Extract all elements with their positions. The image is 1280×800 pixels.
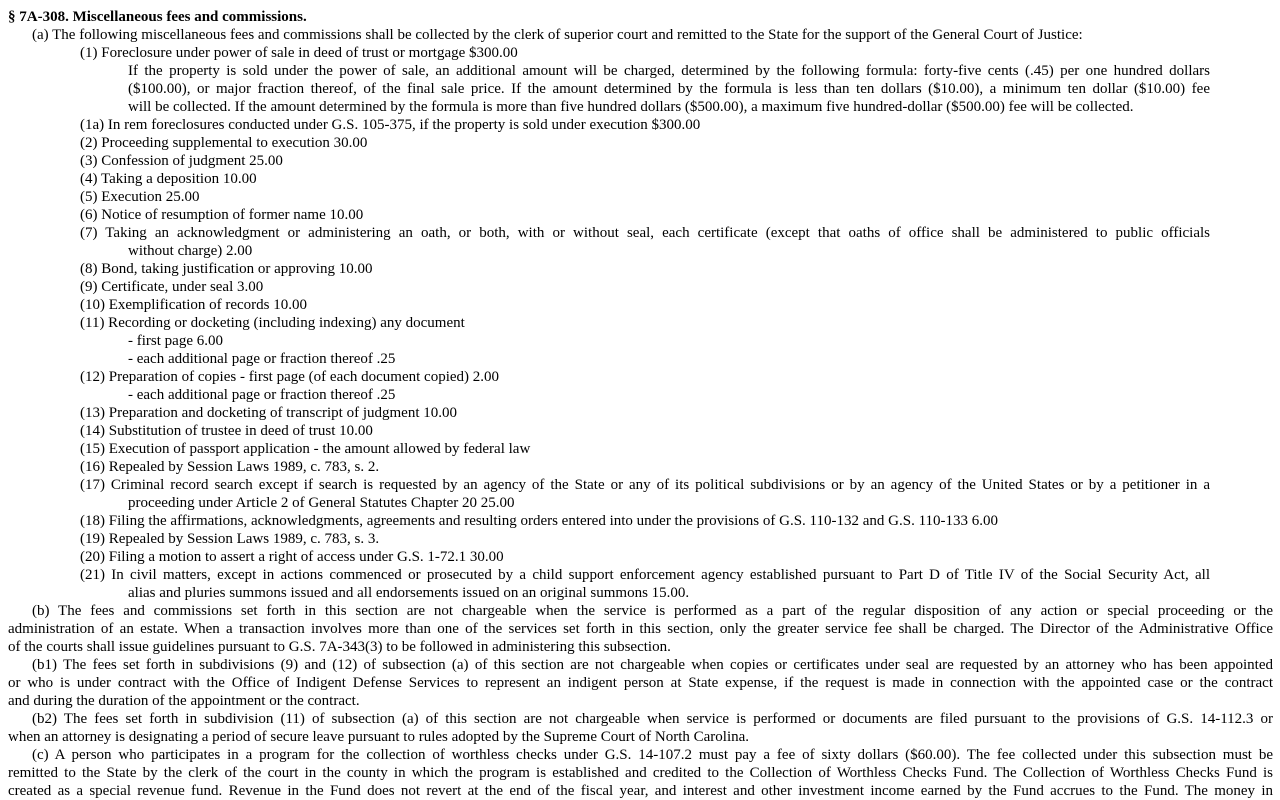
- item-3: (3) Confession of judgment 25.00: [80, 153, 283, 169]
- item-1-note-line: will be collected. If the amount determined by the formula is more than five hundred dollars ($500.00), a maximum five hundred-dollar ($500.00) fee will be collected.: [128, 99, 1134, 115]
- item-17: (17) Criminal record search except if search is requested by an agency of the State or any of its political subdivisions or by an agency of the United States or by a petitioner in a: [80, 477, 1210, 493]
- item-6: (6) Notice of resumption of former name 10.00: [80, 207, 364, 223]
- item-13: (13) Preparation and docketing of transcript of judgment 10.00: [80, 405, 457, 421]
- subsection-c-line: remitted to the State by the clerk of the court in the county in which the program is established and credited to the Collection of Worthless Checks Fund. The Collection of Worthless Checks Fund is: [8, 765, 1273, 781]
- item-15: (15) Execution of passport application - the amount allowed by federal law: [80, 441, 531, 457]
- section-title: § 7A-308. Miscellaneous fees and commissions.: [8, 9, 307, 25]
- subsection-b1-line: (b1) The fees set forth in subdivisions (9) and (12) of subsection (a) of this section are not chargeable when copies or certificates under seal are requested by an attorney who has been appointed: [32, 657, 1273, 673]
- subsection-c-line: (c) A person who participates in a program for the collection of worthless checks under G.S. 14-107.2 must pay a fee of sixty dollars ($60.00). The fee collected under this subsection must be: [32, 747, 1273, 763]
- item-21-continuation: alias and pluries summons issued and all endorsements issued on an original summons 15.00.: [128, 585, 690, 601]
- item-9: (9) Certificate, under seal 3.00: [80, 279, 264, 295]
- item-14: (14) Substitution of trustee in deed of trust 10.00: [80, 423, 373, 439]
- item-17-continuation: proceeding under Article 2 of General Statutes Chapter 20 25.00: [128, 495, 515, 511]
- item-1-note-line: If the property is sold under the power of sale, an additional amount will be charged, determined by the following formula: forty-five cents (.45) per one hundred dollars: [128, 63, 1210, 79]
- item-11: (11) Recording or docketing (including indexing) any document: [80, 315, 465, 331]
- item-7: (7) Taking an acknowledgment or administering an oath, or both, with or without seal, each certificate (except that oaths of office shall be administered to public officials: [80, 225, 1210, 241]
- item-2: (2) Proceeding supplemental to execution 30.00: [80, 135, 368, 151]
- item-1a: (1a) In rem foreclosures conducted under G.S. 105-375, if the property is sold under execution $300.00: [80, 117, 701, 133]
- item-11-additional-page: - each additional page or fraction thereof .25: [128, 351, 396, 367]
- item-1-note-line: ($100.00), or major fraction thereof, of the final sale price. If the amount determined by the formula is less than ten dollars ($10.00), a minimum ten dollar ($10.00) fee: [128, 81, 1210, 97]
- item-4: (4) Taking a deposition 10.00: [80, 171, 257, 187]
- subsection-a-intro: (a) The following miscellaneous fees and commissions shall be collected by the clerk of superior court and remitted to the State for the support of the General Court of Justice:: [32, 27, 1083, 43]
- subsection-b1-line: and during the duration of the appointment or the contract.: [8, 693, 360, 709]
- item-10: (10) Exemplification of records 10.00: [80, 297, 308, 313]
- item-21: (21) In civil matters, except in actions commenced or prosecuted by a child support enforcement agency established pursuant to Part D of Title IV of the Social Security Act, all: [80, 567, 1210, 583]
- item-16: (16) Repealed by Session Laws 1989, c. 783, s. 2.: [80, 459, 380, 475]
- item-12-additional-page: - each additional page or fraction thereof .25: [128, 387, 396, 403]
- subsection-b-line: of the courts shall issue guidelines pursuant to G.S. 7A-343(3) to be followed in administering this subsection.: [8, 639, 671, 655]
- item-12: (12) Preparation of copies - first page (of each document copied) 2.00: [80, 369, 500, 385]
- subsection-b2-line: (b2) The fees set forth in subdivision (11) of subsection (a) of this section are not chargeable when service is performed or documents are filed pursuant to the provisions of G.S. 14-112.3 or: [32, 711, 1273, 727]
- subsection-c-line: created as a special revenue fund. Revenue in the Fund does not revert at the end of the fiscal year, and interest and other investment income earned by the Fund accrues to the Fund. The money in: [8, 783, 1273, 799]
- item-11-first-page: - first page 6.00: [128, 333, 223, 349]
- item-1: (1) Foreclosure under power of sale in deed of trust or mortgage $300.00: [80, 45, 518, 61]
- item-8: (8) Bond, taking justification or approving 10.00: [80, 261, 373, 277]
- subsection-b-line: administration of an estate. When a transaction involves more than one of the services set forth in this section, only the greater service fee shall be charged. The Director of the Administrative Office: [8, 621, 1273, 637]
- item-20: (20) Filing a motion to assert a right of access under G.S. 1-72.1 30.00: [80, 549, 504, 565]
- subsection-b1-line: or who is under contract with the Office of Indigent Defense Services to represent an indigent person at State expense, if the request is made in connection with the appointed case or the contract: [8, 675, 1273, 691]
- subsection-b-line: (b) The fees and commissions set forth in this section are not chargeable when the service is performed as a part of the regular disposition of any action or special proceeding or the: [32, 603, 1273, 619]
- item-7-continuation: without charge) 2.00: [128, 243, 253, 259]
- item-18: (18) Filing the affirmations, acknowledgments, agreements and resulting orders entered into under the provisions of G.S. 110-132 and G.S. 110-133 6.00: [80, 513, 999, 529]
- item-5: (5) Execution 25.00: [80, 189, 200, 205]
- subsection-b2-line: when an attorney is designating a period of secure leave pursuant to rules adopted by the Supreme Court of North Carolina.: [8, 729, 750, 745]
- item-19: (19) Repealed by Session Laws 1989, c. 783, s. 3.: [80, 531, 380, 547]
